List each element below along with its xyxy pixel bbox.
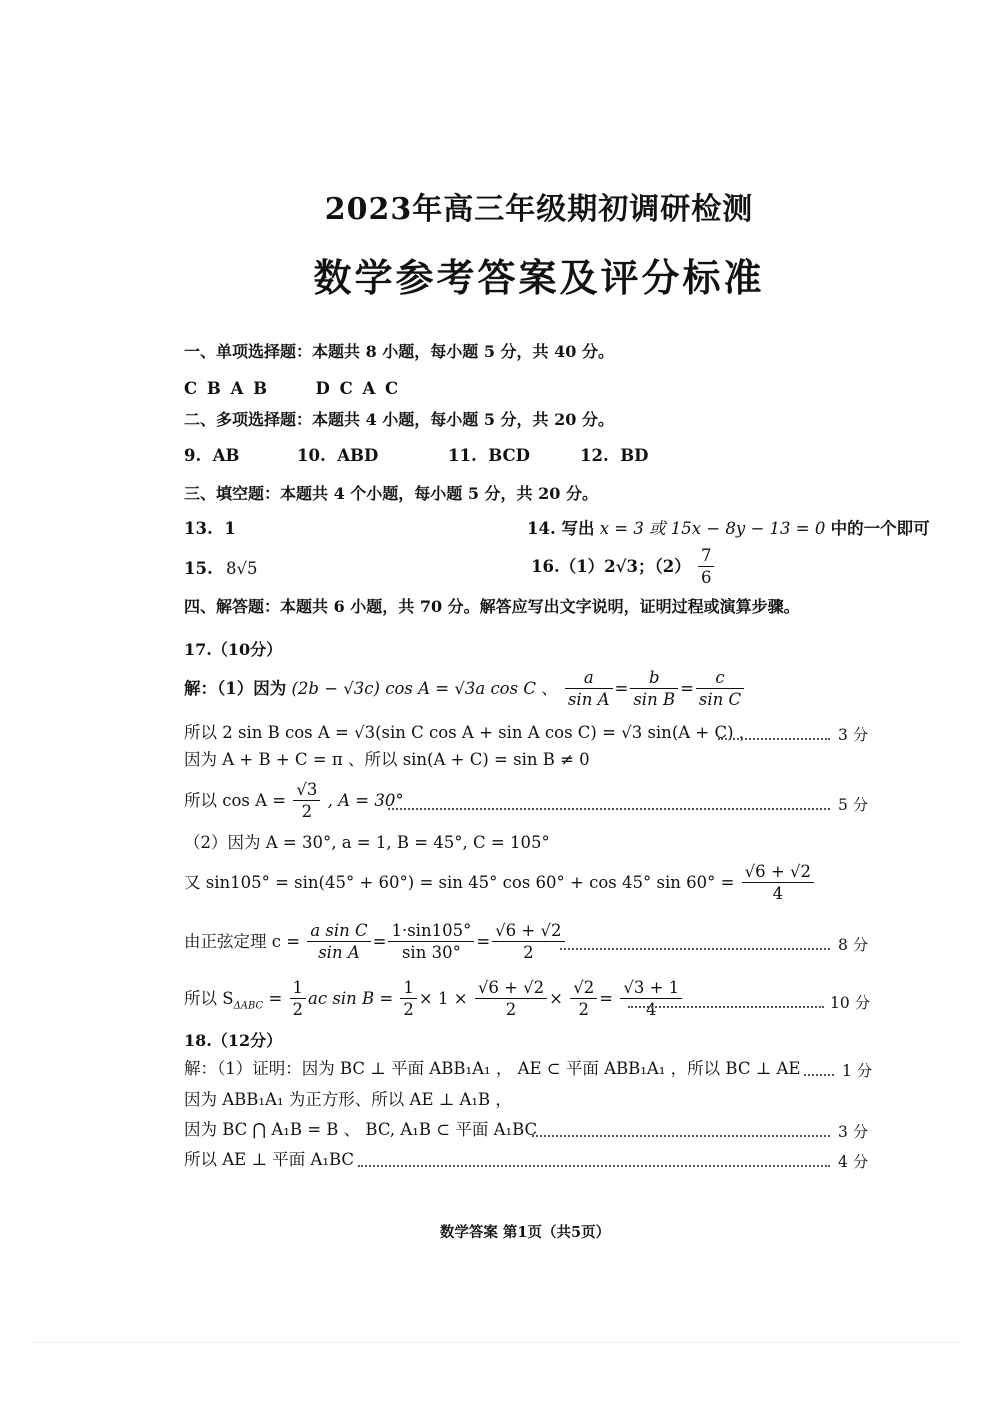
q17-l1-sep: 、	[541, 679, 558, 698]
q17-l8-score: 10 分	[830, 994, 871, 1012]
den-2: 2	[523, 943, 534, 962]
page-title: 2023年高三年级期初调研检测	[324, 192, 754, 227]
q17-l8-mid4: =	[599, 989, 614, 1008]
q17-l4-score: 5 分	[838, 796, 869, 814]
q17-line-2: 所以 2 sin B cos A = √3(sin C cos A + sin A cos C) = √3 sin(A + C) ，	[184, 723, 756, 742]
den-4: 4	[772, 884, 784, 903]
den-sinC: sin C	[698, 690, 742, 709]
frac-sin105-sin30	[388, 921, 474, 964]
q17-heading: 17.（10分）	[184, 640, 283, 659]
page-subtitle: 数学参考答案及评分标准	[313, 255, 765, 300]
frac-a-sinA	[565, 668, 613, 711]
num-sqrt3: √3	[293, 780, 320, 801]
q17-l7-prefix: 由正弦定理 c =	[184, 932, 301, 951]
q16-fraction	[698, 546, 715, 589]
q16-numerator: 7	[698, 546, 715, 567]
q10-answer: 10. ABD	[297, 446, 379, 465]
q17-line-3: 因为 A + B + C = π 、所以 sin(A + C) = sin B ≠ 0	[184, 750, 590, 769]
q17-l8-eq: =	[268, 989, 283, 1008]
q12-answer: 12. BD	[580, 446, 649, 465]
q17-l8-mid1: ac sin B =	[308, 989, 394, 1008]
q17-l6-prefix: 又 sin105° = sin(45° + 60°) = sin 45° cos 60° + cos 45° sin 60° =	[184, 873, 735, 892]
q17-line-7: 由正弦定理 c = $\frac{\text{a sin C}}{\text{sin A}}$ = $\frac{1\cdot\sin 105^\circ}{\sin 30^\circ}$ = $\frac{√6 + √2}{2}$	[184, 921, 567, 964]
q17-l7-score: 8 分	[838, 936, 869, 954]
num-sqrt3-plus-1: √3 + 1	[620, 978, 682, 999]
dot-leader	[358, 1165, 830, 1167]
num-sqrt2: √2	[570, 978, 597, 999]
section-3-heading: 三、填空题：本题共 4 个小题，每小题 5 分，共 20 分。	[184, 484, 598, 503]
num-1sin105: 1·sin105°	[388, 921, 474, 942]
q18-l1-score: 1 分	[842, 1062, 873, 1080]
q17-line-4	[184, 780, 404, 823]
q17-l4-suffix: , A = 30°	[327, 791, 404, 810]
num-sqrt6-sqrt2: √6 + √2	[492, 921, 564, 942]
q15-label: 15.	[184, 559, 213, 578]
frac-sinB	[570, 978, 597, 1021]
q16-label: 16.（1）2√3；（2）	[531, 557, 691, 576]
num-sqrt6-sqrt2: √6 + √2	[742, 862, 814, 883]
section-1-heading: 一、单项选择题：本题共 8 小题，每小题 5 分，共 40 分。	[184, 342, 614, 361]
num-asinC: a sin C	[307, 921, 370, 942]
den-sinB: sin B	[633, 690, 676, 709]
num-sqrt6-sqrt2: √6 + √2	[475, 978, 547, 999]
section-4-heading: 四、解答题：本题共 6 小题，共 70 分。解答应写出文字说明，证明过程或演算步骤。	[184, 597, 800, 616]
frac-area	[620, 978, 682, 1021]
section-1-answers: C B A B D C A C	[184, 379, 401, 398]
num-1: 1	[400, 978, 417, 999]
q14-math: x = 3 或 15x − 8y − 13 = 0	[599, 519, 826, 538]
q18-line-2: 因为 ABB₁A₁ 为正方形、所以 AE ⊥ A₁B ，	[184, 1090, 512, 1109]
den-2: 2	[403, 1000, 414, 1019]
frac-sin105	[742, 862, 814, 905]
q11-answer: 11. BCD	[448, 446, 530, 465]
q18-heading: 18.（12分）	[184, 1031, 283, 1050]
q9-answer: 9. AB	[184, 446, 240, 465]
frac-b-sinB	[630, 668, 678, 711]
den-2: 2	[505, 1000, 517, 1019]
q16-denominator: 6	[700, 568, 712, 587]
num-c: c	[696, 668, 744, 689]
q16-answer	[531, 546, 716, 589]
dot-leader	[388, 808, 830, 810]
q17-l2-score: 3 分	[838, 726, 869, 744]
q17-l8-prefix: 所以 S	[184, 989, 234, 1008]
q18-line-1: 解：（1）证明：因为 BC ⊥ 平面 ABB₁A₁ ， AE ⊂ 平面 ABB₁A₁ ，所以 BC ⊥ AE	[184, 1059, 801, 1078]
frac-half-1	[290, 978, 307, 1021]
page-edge-divider	[30, 1342, 962, 1343]
q17-l8-sub: ΔABC	[233, 1000, 264, 1012]
q17-l8-mid3: ×	[549, 989, 563, 1008]
den-sin30: sin 30°	[401, 943, 461, 962]
den-2: 2	[292, 1000, 304, 1019]
frac-half-2	[400, 978, 417, 1021]
q17-l4-prefix: 所以 cos A =	[184, 791, 287, 810]
q17-line-8	[184, 978, 684, 1021]
page-footer: 数学答案 第1页（共5页）	[439, 1224, 611, 1241]
dot-leader	[718, 738, 830, 740]
dot-leader	[560, 948, 830, 950]
q17-l1-math: (2b − √3c) cos A = √3a cos C	[291, 679, 536, 698]
num-b: b	[630, 668, 678, 689]
q18-line-4: 所以 AE ⊥ 平面 A₁BC	[184, 1150, 355, 1169]
frac-asinC-sinA	[307, 921, 370, 964]
q17-line-5: （2）因为 A = 30°, a = 1, B = 45°, C = 105°	[184, 833, 550, 852]
frac-c-sinC	[696, 668, 744, 711]
den-sinA: sin A	[318, 943, 360, 962]
num-a: a	[565, 668, 613, 689]
q17-l8-mid2: × 1 ×	[418, 989, 468, 1008]
num-1: 1	[290, 978, 307, 999]
den-4: 4	[645, 1000, 657, 1019]
q17-line-1: 解：（1）因为 (2b − √3c) cos A = √3a cos C 、 $\frac{a}{\text{sin A}}$ = $\frac{b}{\text{sin B}}$ = $\frac{c}{\text{sin C}}$	[184, 668, 746, 711]
q17-l1-prefix: 解：（1）因为	[184, 679, 287, 698]
dot-leader	[532, 1135, 830, 1137]
frac-sqrt3-2	[293, 780, 320, 823]
q14-answer	[527, 518, 930, 540]
q15-answer	[184, 558, 257, 580]
frac-c-value	[492, 921, 564, 964]
q14-prefix: 14. 写出	[527, 519, 595, 538]
q15-value: 8√5	[225, 559, 258, 578]
dot-leader	[628, 1006, 824, 1008]
q13-text: 13. 1	[184, 519, 236, 538]
q17-line-6	[184, 862, 816, 905]
dot-leader	[804, 1074, 834, 1076]
q14-suffix: 中的一个即可	[830, 519, 930, 538]
den-sinA: sin A	[567, 690, 610, 709]
q18-l3-score: 3 分	[838, 1123, 869, 1141]
den-2: 2	[578, 1000, 589, 1019]
q18-line-3: 因为 BC ⋂ A₁B = B 、 BC, A₁B ⊂ 平面 A₁BC	[184, 1120, 538, 1139]
den-2: 2	[301, 802, 313, 821]
frac-c-again	[475, 978, 547, 1021]
q13-answer	[184, 518, 236, 540]
q18-l4-score: 4 分	[838, 1153, 869, 1171]
section-2-heading: 二、多项选择题：本题共 4 小题，每小题 5 分，共 20 分。	[184, 410, 614, 429]
